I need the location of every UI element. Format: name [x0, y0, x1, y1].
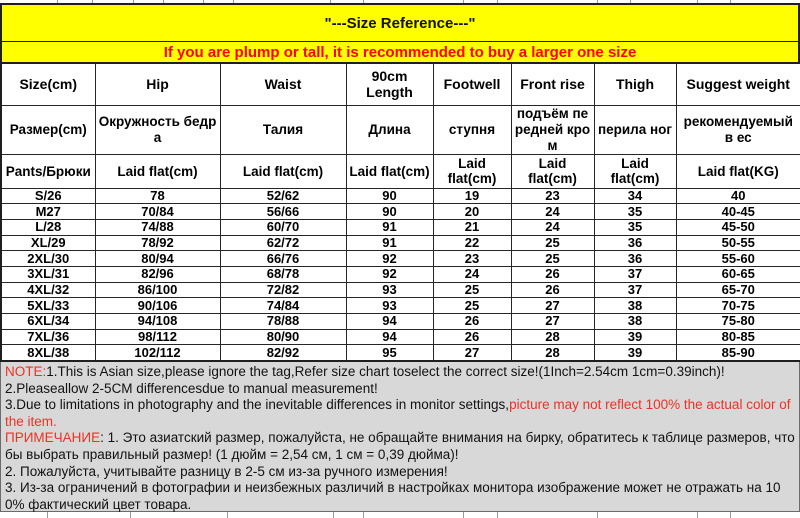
value-cell: 22: [433, 235, 511, 251]
col-header-front-rise: Front rise: [511, 63, 594, 105]
pants-label: Pants/Брюки: [1, 154, 95, 188]
size-warning-banner: If you are plump or tall, it is recommended to buy a larger one size: [0, 42, 800, 62]
value-cell: 37: [594, 266, 676, 282]
note-en-2: 2.Pleaseallow 2-5CM differencesdue to manual measurement!: [5, 380, 378, 396]
note-en-3-red: picture may not reflect 100% the actual color of the item.: [5, 397, 791, 429]
value-cell: 21: [433, 219, 511, 235]
laid-flat-length: Laid flat(cm): [346, 154, 433, 188]
value-cell: 98/112: [95, 329, 220, 345]
note-en-1: [5, 364, 795, 381]
value-cell: 78/92: [95, 235, 220, 251]
col-header-weight-ru: рекомендуемый в ес: [676, 105, 800, 154]
size-cell: 4XL/32: [1, 282, 95, 298]
size-cell: 8XL/38: [1, 345, 95, 361]
value-cell: 94: [346, 329, 433, 345]
value-cell: 38: [594, 298, 676, 314]
table-row: [1, 266, 800, 282]
table-row: [1, 282, 800, 298]
value-cell: 20: [433, 204, 511, 220]
value-cell: 92: [346, 251, 433, 267]
value-cell: 75-80: [676, 313, 800, 329]
value-cell: 90/106: [95, 298, 220, 314]
value-cell: 26: [511, 266, 594, 282]
table-row: [1, 251, 800, 267]
value-cell: 25: [433, 298, 511, 314]
size-cell: 2XL/30: [1, 251, 95, 267]
value-cell: 85-90: [676, 345, 800, 361]
value-cell: 90: [346, 188, 433, 204]
laid-flat-row: [1, 154, 800, 188]
value-cell: 74/84: [220, 298, 346, 314]
laid-flat-weight: Laid flat(KG): [676, 154, 800, 188]
value-cell: 36: [594, 235, 676, 251]
note-label-en: NOTE:: [5, 364, 47, 379]
value-cell: 95: [346, 345, 433, 361]
top-gridline-strip: [0, 0, 800, 3]
value-cell: 35: [594, 219, 676, 235]
note-en-3: [5, 397, 795, 430]
size-cell: 6XL/34: [1, 313, 95, 329]
col-header-weight: Suggest weight: [676, 63, 800, 105]
size-cell: 7XL/36: [1, 329, 95, 345]
value-cell: 70/84: [95, 204, 220, 220]
table-row: [1, 235, 800, 251]
value-cell: 82/96: [95, 266, 220, 282]
value-cell: 78: [95, 188, 220, 204]
value-cell: 93: [346, 282, 433, 298]
size-cell: M27: [1, 204, 95, 220]
header-row-english: [1, 63, 800, 105]
size-cell: 5XL/33: [1, 298, 95, 314]
laid-flat-hip: Laid flat(cm): [95, 154, 220, 188]
value-cell: 94/108: [95, 313, 220, 329]
size-cell: 3XL/31: [1, 266, 95, 282]
value-cell: 27: [433, 345, 511, 361]
value-cell: 60/70: [220, 219, 346, 235]
note-ru-1: [5, 430, 795, 463]
value-cell: 91: [346, 219, 433, 235]
value-cell: 56/66: [220, 204, 346, 220]
value-cell: 26: [433, 329, 511, 345]
value-cell: 82/92: [220, 345, 346, 361]
value-cell: 40: [676, 188, 800, 204]
size-cell: S/26: [1, 188, 95, 204]
value-cell: 102/112: [95, 345, 220, 361]
table-row: [1, 204, 800, 220]
note-en-3-black: 3.Due to limitations in photography and the inevitable differences in monitor settings,: [5, 397, 510, 413]
value-cell: 50-55: [676, 235, 800, 251]
value-cell: 40-45: [676, 204, 800, 220]
col-header-thigh-ru: перила ног: [594, 105, 676, 154]
value-cell: 27: [511, 313, 594, 329]
table-row: [1, 219, 800, 235]
size-table-body: [1, 188, 800, 361]
value-cell: 60-65: [676, 266, 800, 282]
table-row: [1, 188, 800, 204]
col-header-size-ru: Размер(cm): [1, 105, 95, 154]
value-cell: 39: [594, 345, 676, 361]
table-row: [1, 345, 800, 361]
laid-flat-front-rise: Laid flat(cm): [511, 154, 594, 188]
value-cell: 24: [433, 266, 511, 282]
value-cell: 66/76: [220, 251, 346, 267]
value-cell: 24: [511, 204, 594, 220]
value-cell: 91: [346, 235, 433, 251]
value-cell: 78/88: [220, 313, 346, 329]
size-cell: XL/29: [1, 235, 95, 251]
value-cell: 28: [511, 345, 594, 361]
laid-flat-thigh: Laid flat(cm): [594, 154, 676, 188]
value-cell: 92: [346, 266, 433, 282]
value-cell: 72/82: [220, 282, 346, 298]
value-cell: 25: [433, 282, 511, 298]
value-cell: 25: [511, 251, 594, 267]
col-header-hip-ru: Окружность бедра: [95, 105, 220, 154]
bottom-gridline-strip: [0, 512, 800, 518]
header-row-russian: [1, 105, 800, 154]
value-cell: 55-60: [676, 251, 800, 267]
value-cell: 80/90: [220, 329, 346, 345]
note-ru-2: 2. Пожалуйста, учитывайте разницу в 2-5 см из-за ручного измерения!: [5, 463, 448, 479]
value-cell: 80-85: [676, 329, 800, 345]
value-cell: 65-70: [676, 282, 800, 298]
value-cell: 39: [594, 329, 676, 345]
col-header-length: 90cm Length: [346, 63, 433, 105]
value-cell: 70-75: [676, 298, 800, 314]
value-cell: 86/100: [95, 282, 220, 298]
value-cell: 24: [511, 219, 594, 235]
table-row: [1, 298, 800, 314]
col-header-size: Size(cm): [1, 63, 95, 105]
page-title: "---Size Reference---": [0, 3, 800, 42]
col-header-waist-ru: Талия: [220, 105, 346, 154]
value-cell: 62/72: [220, 235, 346, 251]
col-header-footwell-ru: ступня: [433, 105, 511, 154]
value-cell: 52/62: [220, 188, 346, 204]
value-cell: 38: [594, 313, 676, 329]
value-cell: 35: [594, 204, 676, 220]
value-cell: 37: [594, 282, 676, 298]
value-cell: 27: [511, 298, 594, 314]
laid-flat-waist: Laid flat(cm): [220, 154, 346, 188]
size-chart-table: [0, 62, 800, 362]
value-cell: 68/78: [220, 266, 346, 282]
laid-flat-footwell: Laid flat(cm): [433, 154, 511, 188]
value-cell: 93: [346, 298, 433, 314]
note-ru-3: 3. Из-за ограничений в фотографии и неизбежных различий в настройках монитора изображение может не отражать на 100% фактический цвет товара.: [5, 480, 781, 512]
value-cell: 45-50: [676, 219, 800, 235]
value-cell: 74/88: [95, 219, 220, 235]
value-cell: 25: [511, 235, 594, 251]
value-cell: 28: [511, 329, 594, 345]
table-row: [1, 329, 800, 345]
col-header-footwell: Footwell: [433, 63, 511, 105]
note-en-1-text: 1.This is Asian size,please ignore the tag,Refer size chart toselect the correct size!(1Inch=2.54cm 1cm=0.39inch)!: [46, 364, 725, 379]
col-header-thigh: Thigh: [594, 63, 676, 105]
col-header-length-ru: Длина: [346, 105, 433, 154]
value-cell: 94: [346, 313, 433, 329]
value-cell: 23: [433, 251, 511, 267]
value-cell: 90: [346, 204, 433, 220]
value-cell: 80/94: [95, 251, 220, 267]
value-cell: 34: [594, 188, 676, 204]
value-cell: 23: [511, 188, 594, 204]
value-cell: 26: [433, 313, 511, 329]
col-header-waist: Waist: [220, 63, 346, 105]
col-header-front-rise-ru: подъём передней кром: [511, 105, 594, 154]
note-ru-1-text: : 1. Это азиатский размер, пожалуйста, не обращайте внимания на бирку, обратитесь к таблице размеров, чтобы выбрать правильный размер! (1 дюйм = 2,54 см, 1 см = 0,39 дюйма)!: [5, 430, 795, 462]
table-row: [1, 313, 800, 329]
note-label-ru: ПРИМЕЧАНИЕ: [5, 430, 101, 446]
value-cell: 26: [511, 282, 594, 298]
value-cell: 36: [594, 251, 676, 267]
value-cell: 19: [433, 188, 511, 204]
size-cell: L/28: [1, 219, 95, 235]
col-header-hip: Hip: [95, 63, 220, 105]
notes-section: [0, 362, 800, 512]
